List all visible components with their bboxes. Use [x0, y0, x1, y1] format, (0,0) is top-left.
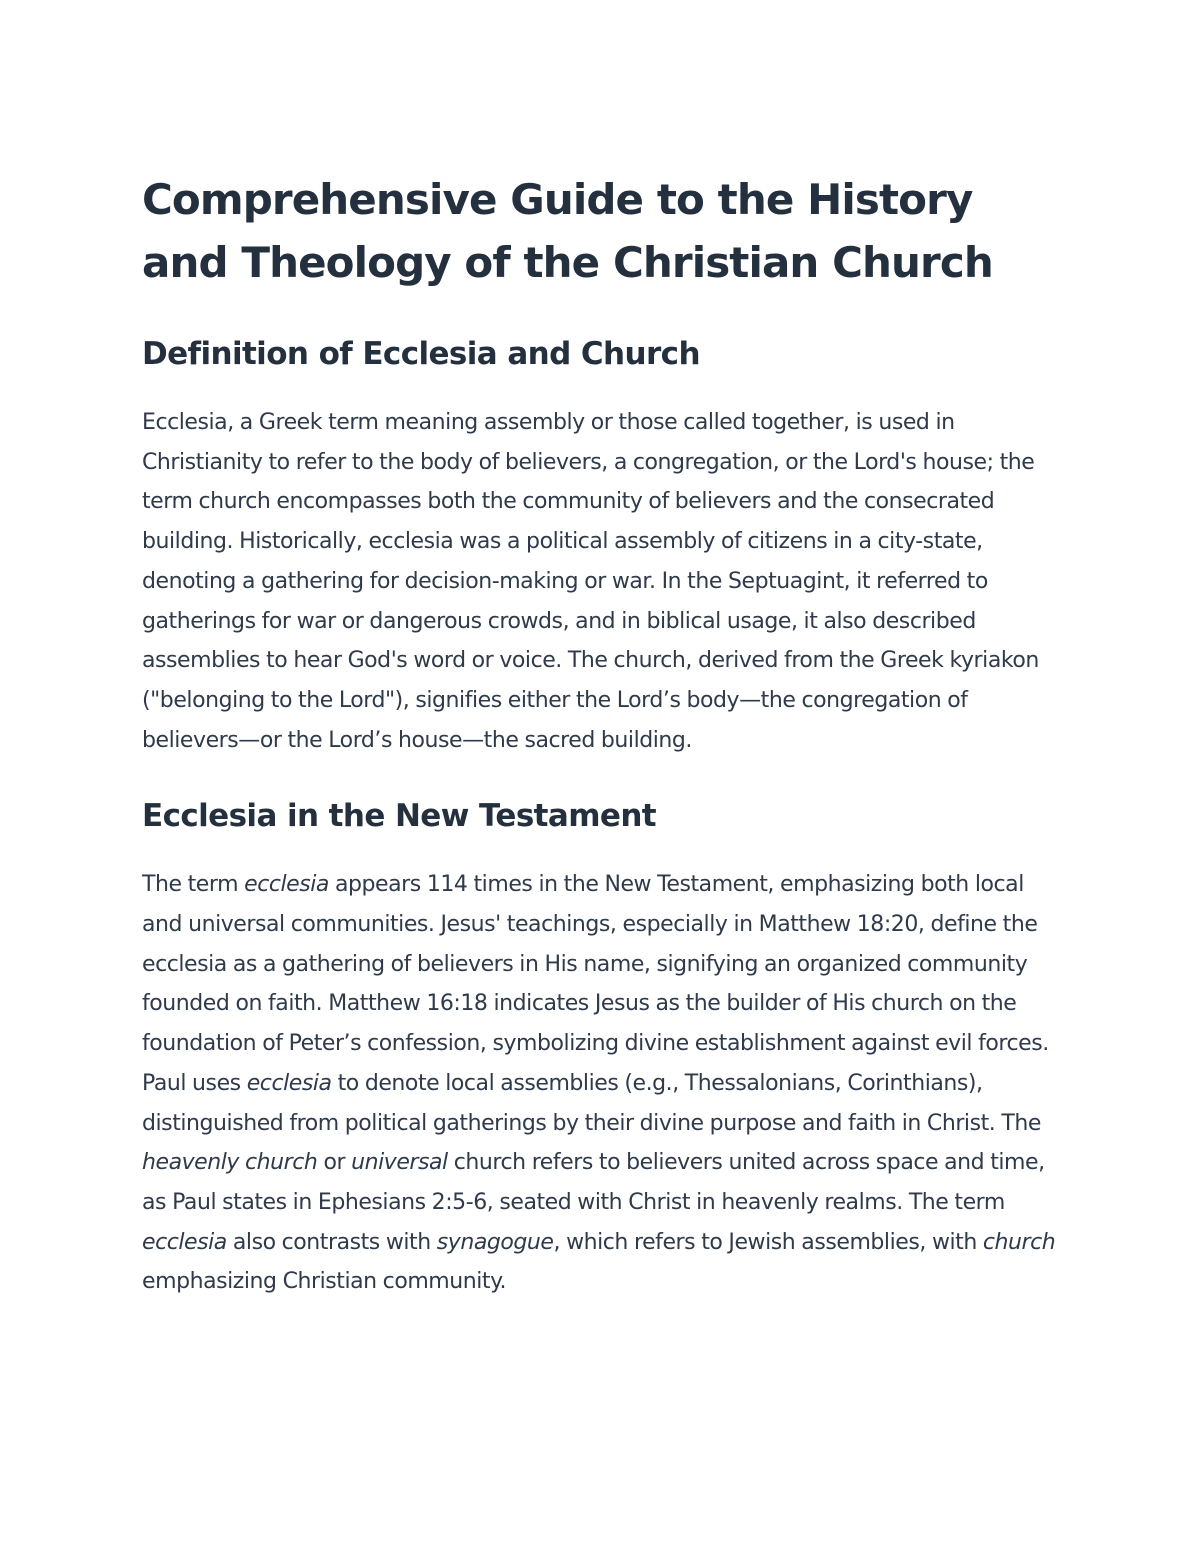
- text-run: to denote local assemblies (e.g., Thessalonians, Corinthians), distinguished from political gatherings by their divine purpose and faith in Christ. The: [142, 1070, 1041, 1136]
- section-paragraph-definition: Ecclesia, a Greek term meaning assembly or those called together, is used in Christianity to refer to the body of believers, a congregation, or the Lord's house; the term church encompasses both the community of believers and the consecrated building. Historically, ecclesia was a political assembly of citizens in a city-state, denoting a gathering for decision-making or war. In the Septuagint, it referred to gatherings for war or dangerous crowds, and in biblical usage, it also described assemblies to hear God's word or voice. The church, derived from the Greek kyriakon ("belonging to the Lord"), signifies either the Lord’s body—the congregation of believers—or the Lord’s house—the sacred building.: [142, 410, 1039, 753]
- text-run: emphasizing Christian community.: [142, 1269, 507, 1295]
- text-run: church refers to believers united across space and time, as Paul states in Ephesians 2:5-6, seated with Christ in heavenly realms. The term: [142, 1150, 1045, 1215]
- text-run: also contrasts with: [226, 1229, 437, 1255]
- emphasis-synagogue: synagogue: [436, 1229, 554, 1255]
- text-run: appears 114 times in the New Testament, emphasizing both local and universal communities. Jesus' teachings, especially in Matthew 18:20, define the ecclesia as a gathering of believers in His name, signifying an organized community founded on faith. Matthew 16:18 indicates Jesus as the builder of His church on the foundation of Peter’s confession, symbolizing divine establishment against evil forces. Paul uses: [142, 872, 1049, 1096]
- section-paragraph-new-testament: [142, 865, 1067, 1302]
- text-run: , which refers to Jewish assemblies, with: [553, 1229, 983, 1255]
- section-heading-definition: Definition of Ecclesia and Church: [142, 336, 700, 372]
- emphasis-ecclesia: ecclesia: [244, 872, 329, 898]
- document-page: [142, 168, 1067, 1302]
- text-run: or: [317, 1150, 352, 1176]
- emphasis-ecclesia: ecclesia: [246, 1070, 332, 1096]
- text-run: The term: [142, 872, 245, 898]
- emphasis-church: church: [982, 1229, 1056, 1255]
- document-title: Comprehensive Guide to the History and Theology of the Christian Church: [142, 175, 993, 287]
- emphasis-heavenly-church: heavenly church: [142, 1150, 318, 1176]
- section-heading-new-testament: Ecclesia in the New Testament: [142, 798, 657, 835]
- emphasis-ecclesia: ecclesia: [142, 1229, 227, 1255]
- emphasis-universal: universal: [351, 1150, 448, 1176]
